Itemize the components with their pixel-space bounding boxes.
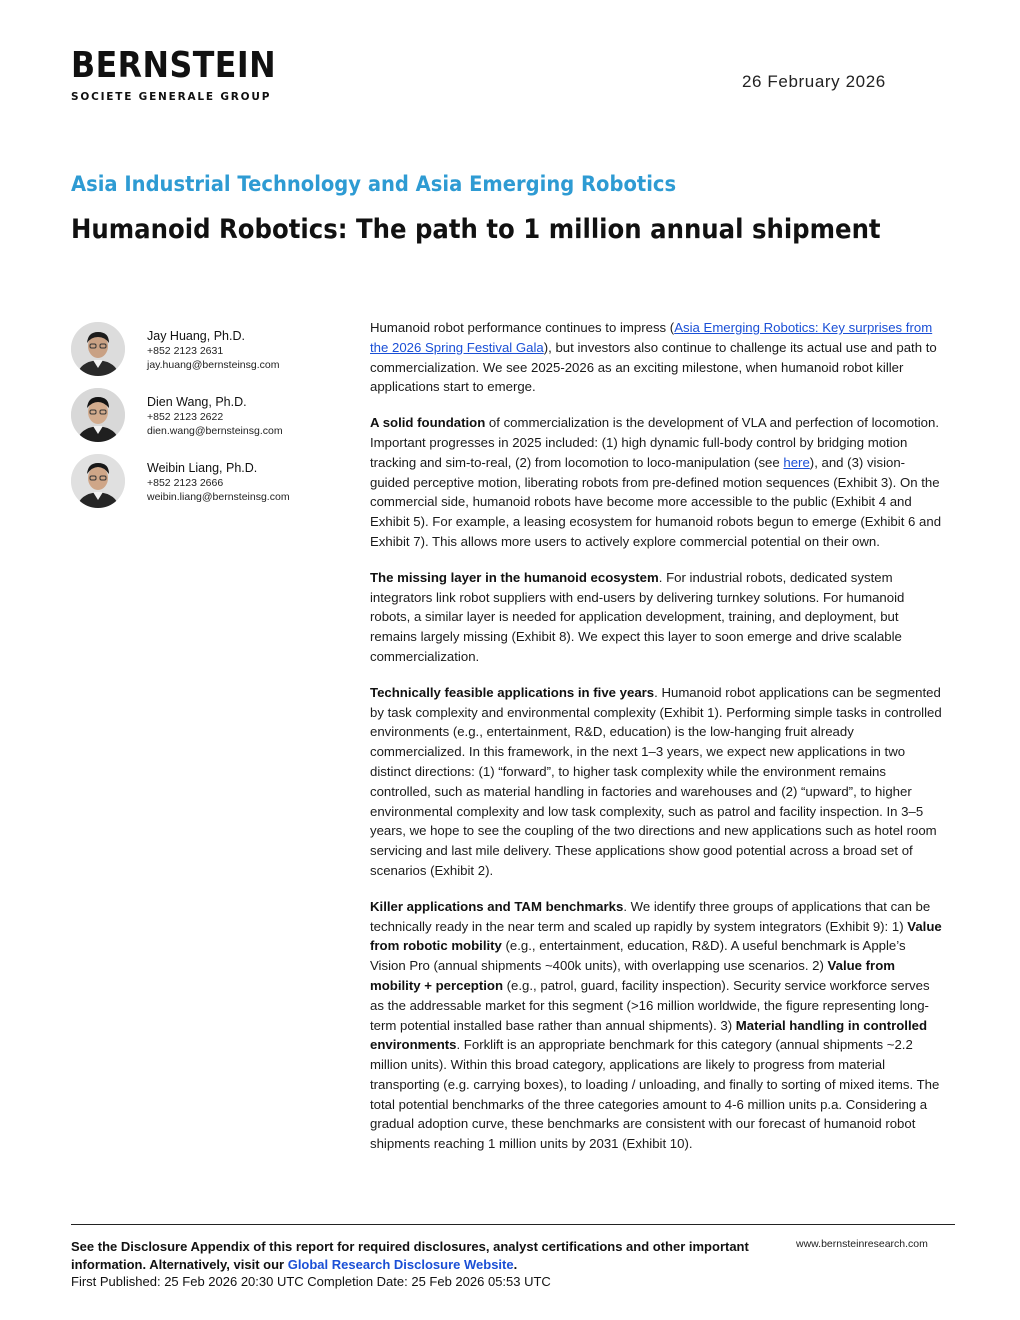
- spring-festival-report-link[interactable]: Asia Emerging Robotics: Key surprises from the 2026 Spring Festival Gala: [370, 320, 933, 355]
- portrait-icon: [71, 322, 125, 376]
- bold-term: Value from mobility + perception: [370, 958, 895, 993]
- analyst-card: [71, 454, 331, 520]
- analyst-name: Weibin Liang, Ph.D.: [147, 461, 258, 475]
- text-span: of commercialization is the development of VLA and perfection of locomotion. Important progresses in 2025 included: (1) high dynamic full-body control by bridging motion tracking and sim-to-real, (2) from locomotion to loco-manipulation (see: [370, 415, 940, 470]
- analyst-name: Dien Wang, Ph.D.: [147, 395, 247, 409]
- analyst-email[interactable]: weibin.liang@bernsteinsg.com: [147, 491, 290, 503]
- analyst-name: Jay Huang, Ph.D.: [147, 329, 245, 343]
- text-span: ), and (3) vision-guided perceptive motion, liberating robots from pre-defined motion sequences (Exhibit 3). On the commercial side, humanoid robots have become more accessible to the public (Exhibit 4 and Exhibit 5). For example, a leasing ecosystem for humanoid robots begun to emerge (Exhibit 6 and Exhibit 7). This allows more users to actively explore commercial potential on their own.: [370, 454, 942, 549]
- here-link[interactable]: here: [783, 454, 810, 470]
- paragraph-heading: Technically feasible applications in five years: [370, 684, 655, 700]
- paragraph-heading: Killer applications and TAM benchmarks: [370, 898, 624, 914]
- text-span: . Forklift is an appropriate benchmark for this category (annual shipments ~2.2 million units). Within this broad category, applications are likely to progress from material transporting (e.g. carrying boxes), to loading / unloading, and finally to sorting of mixed items. The total potential benchmarks of the three categories amount to 4-6 million units p.a. Considering a gradual adoption curve, these benchmarks are consistent with our forecast of humanoid robot shipments reaching 1 million units by 2031 (Exhibit 10).: [370, 1037, 940, 1152]
- report-body: [370, 318, 942, 1170]
- portrait-icon: [71, 454, 125, 508]
- analyst-phone: +852 2123 2666: [147, 477, 224, 489]
- logo-tagline: SOCIETE GENERALE GROUP: [71, 91, 272, 103]
- paragraph-heading: A solid foundation: [370, 415, 486, 431]
- footer-divider: [71, 1224, 955, 1225]
- text-span: . Humanoid robot applications can be segmented by task complexity and environmental complexity (Exhibit 1). Performing simple tasks in controlled environments (e.g., entertainment, R&D, education) is the low-hanging fruit already commercialized. In this framework, in the next 1–3 years, we expect new applications in two distinct directions: (1) “forward”, to higher task complexity while the environment remains controlled, such as material handling in factories and warehouses and (2) “upward”, to higher environmental complexity and low task complexity, such as patrol and facility inspection. In 3–5 years, we hope to see the coupling of the two directions and new applications such as hotel room servicing and last mile delivery. These applications show good potential across a broad set of scenarios (Exhibit 2).: [370, 684, 942, 878]
- disclosure-text: See the Disclosure Appendix of this report for required disclosures, analyst certifications and other important information. Alternatively, visit our: [71, 1239, 749, 1272]
- paragraph-foundation: [370, 413, 942, 552]
- text-span: (e.g., patrol, guard, facility inspection). Security service workforce serves as the addressable market for this segment (>16 million worldwide, the figure representing long-term potential installed base rather than annual shipments). 3): [370, 977, 930, 1033]
- text-span: (e.g., entertainment, education, R&D). A useful benchmark is Apple’s Vision Pro (annual shipments ~400k units), with overlapping use scenarios. 2): [370, 938, 906, 974]
- bold-term: Material handling in controlled environments: [370, 1017, 928, 1053]
- page-title: Humanoid Robotics: The path to 1 million annual shipment: [71, 214, 881, 245]
- disclosure-notice: [71, 1238, 771, 1291]
- paragraph-intro: [370, 318, 942, 397]
- avatar: [71, 454, 125, 508]
- avatar: [71, 388, 125, 442]
- paragraph-heading: The missing layer in the humanoid ecosystem: [370, 569, 659, 585]
- logo-wordmark: BERNSTEIN: [71, 45, 277, 86]
- analyst-phone: +852 2123 2631: [147, 345, 224, 357]
- paragraph-killer-apps: [370, 897, 942, 1154]
- report-date: 26 February 2026: [742, 72, 886, 91]
- paragraph-feasible-apps: [370, 683, 942, 881]
- avatar: [71, 322, 125, 376]
- disclosure-website-link[interactable]: Global Research Disclosure Website: [287, 1256, 514, 1272]
- analyst-list: [71, 322, 331, 520]
- disclosure-text-end: .: [513, 1256, 518, 1272]
- website-link[interactable]: www.bernsteinresearch.com: [796, 1238, 928, 1250]
- bold-term: Value from robotic mobility: [370, 918, 942, 954]
- analyst-card: [71, 388, 331, 454]
- publication-dates: First Published: 25 Feb 2026 20:30 UTC Completion Date: 25 Feb 2026 05:53 UTC: [71, 1274, 551, 1289]
- text-span: ), but investors also continue to challenge its actual use and path to commercialization. We see 2025-2026 as an exciting milestone, when humanoid robot killer applications start to emerge.: [370, 339, 937, 395]
- analyst-phone: +852 2123 2622: [147, 411, 224, 423]
- paragraph-missing-layer: [370, 568, 942, 667]
- series-title: Asia Industrial Technology and Asia Emerging Robotics: [71, 172, 677, 196]
- text-span: Humanoid robot performance continues to impress (: [370, 320, 675, 335]
- analyst-email[interactable]: jay.huang@bernsteinsg.com: [147, 359, 280, 371]
- analyst-card: [71, 322, 331, 388]
- text-span: . We identify three groups of applications that can be technically ready in the near term and scaled up rapidly by system integrators (Exhibit 9): 1): [370, 898, 931, 934]
- analyst-email[interactable]: dien.wang@bernsteinsg.com: [147, 425, 283, 437]
- text-span: . For industrial robots, dedicated system integrators link robot suppliers with end-users by delivering turnkey solutions. For humanoid robots, a similar layer is needed for application development, training, and deployment, but remains largely missing (Exhibit 8). We expect this layer to soon emerge and drive scalable commercialization.: [370, 569, 905, 664]
- bernstein-logo: [71, 46, 304, 103]
- portrait-icon: [71, 388, 125, 442]
